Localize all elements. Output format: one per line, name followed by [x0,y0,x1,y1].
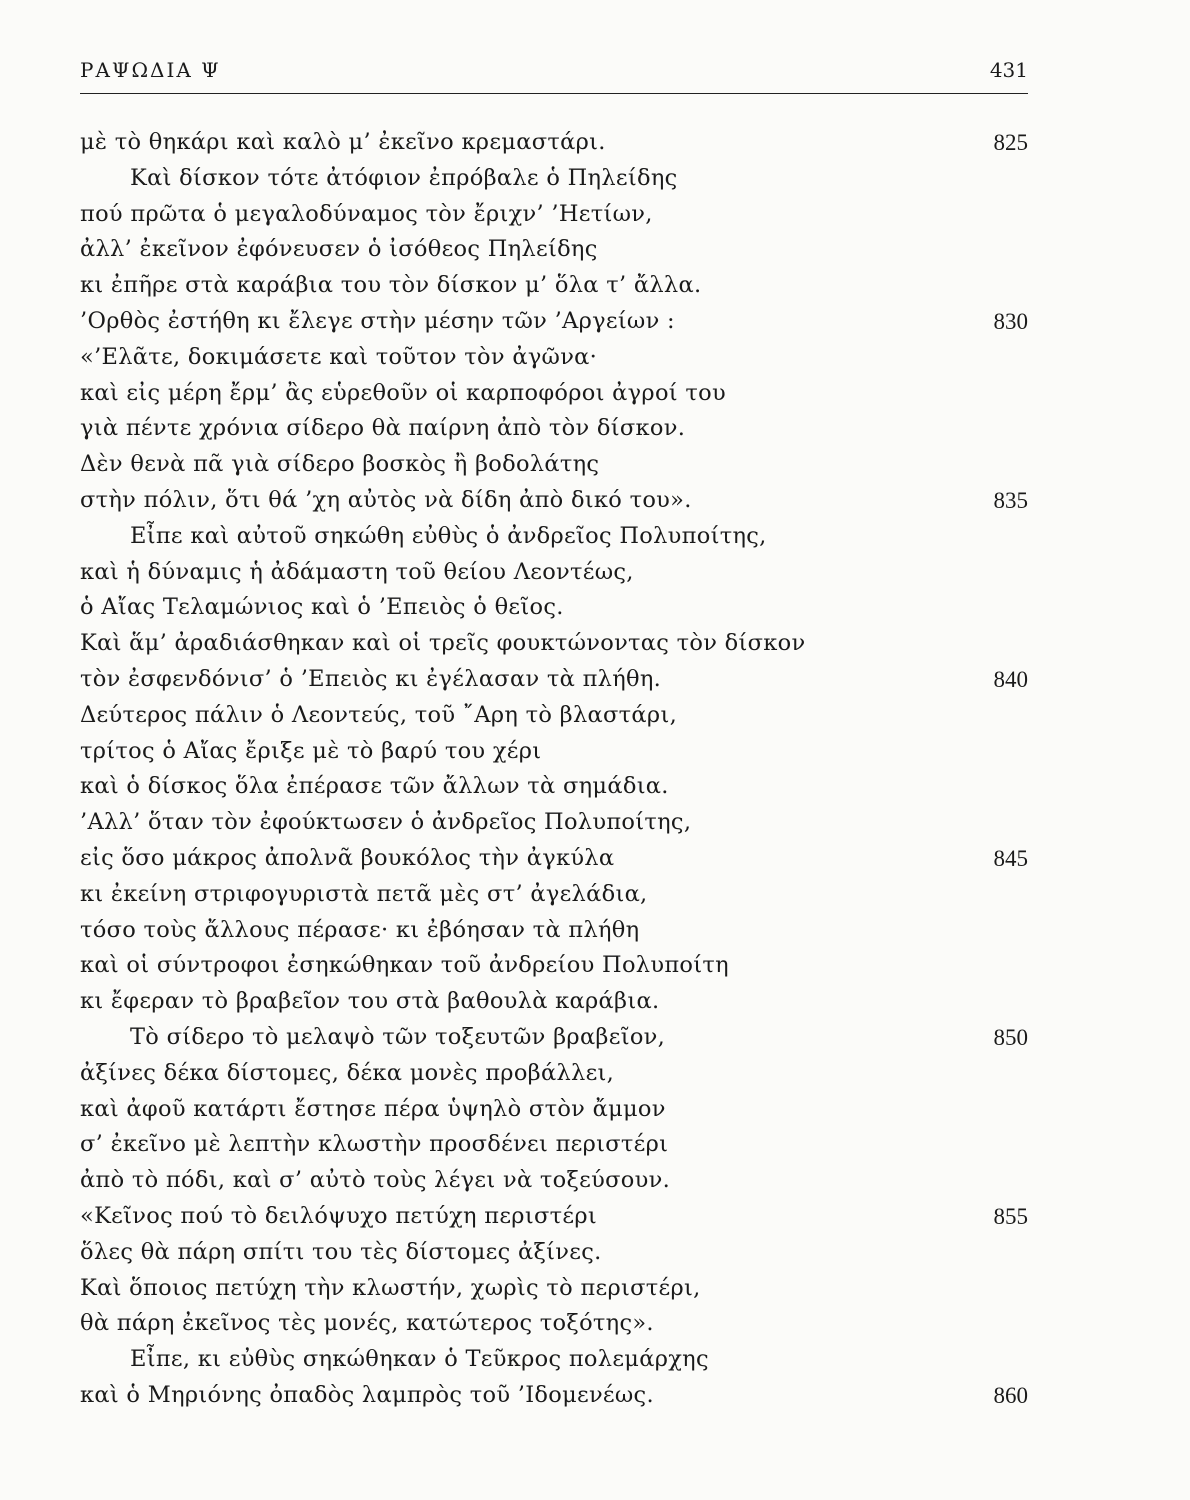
verse-line [0,662,1190,698]
verse-line [0,340,1190,376]
verse-line [0,197,1190,233]
verse-line [0,1306,1190,1342]
verse-text: Εἶπε, κι εὐθὺς σηκώθηκαν ὁ Τεῦκρος πολεμάρχης [130,1346,709,1373]
verse-line [0,1199,1190,1235]
verse-line [0,125,1190,161]
header-rule [80,93,1028,94]
verse-text: καὶ ὁ Μηριόνης ὀπαδὸς λαμπρὸς τοῦ ’Ιδομενέως. [80,1381,654,1408]
verse-text: Καὶ δίσκον τότε ἀτόφιον ἐπρόβαλε ὁ Πηλείδης [130,164,678,191]
verse-line [0,841,1190,877]
line-number: 855 [993,1203,1028,1229]
line-number: 860 [993,1382,1028,1408]
verse-line [0,161,1190,197]
verse-line [0,1378,1190,1414]
verse-line [0,1163,1190,1199]
verse-text: ἀπὸ τὸ πόδι, καὶ σ’ αὐτὸ τοὺς λέγει νὰ τοξεύσουν. [80,1167,671,1194]
verse-line [0,1056,1190,1092]
verse-text: καὶ ὁ δίσκος ὅλα ἐπέρασε τῶν ἄλλων τὰ σημάδια. [80,773,669,800]
verse-text: Δεύτερος πάλιν ὁ Λεοντεύς, τοῦ ῎Αρη τὸ βλαστάρι, [80,701,678,728]
verse-text: ὁ Αἴας Τελαμώνιος καὶ ὁ ’Επειὸς ὁ θεῖος. [80,594,564,621]
verse-text: Τὸ σίδερο τὸ μελαψὸ τῶν τοξευτῶν βραβεῖον, [130,1023,666,1050]
verse-text: ’Ορθὸς ἐστήθη κι ἔλεγε στὴν μέσην τῶν ’Αργείων : [80,307,675,334]
chapter-title: ΡΑΨΩΔΙΑ Ψ [80,58,221,82]
verse-line [0,1020,1190,1056]
verse-line [0,1235,1190,1271]
verse-line [0,232,1190,268]
verse-text: πού πρῶτα ὁ μεγαλοδύναμος τὸν ἔριχν’ ’Ηετίων, [80,200,653,227]
page-number: 431 [989,58,1028,82]
verse-text: καὶ ἡ δύναμις ἡ ἀδάμαστη τοῦ θείου Λεοντέως, [80,558,634,585]
verse-line [0,626,1190,662]
running-header [80,58,1028,88]
verse-line [0,304,1190,340]
verse-text: καὶ οἱ σύντροφοι ἐσηκώθηκαν τοῦ ἀνδρείου Πολυποίτη [80,952,729,979]
verse-line [0,411,1190,447]
verse-line [0,1342,1190,1378]
verse-text: κι ἔφεραν τὸ βραβεῖον του στὰ βαθουλὰ καράβια. [80,988,660,1015]
verse-block [0,125,1190,1414]
verse-line [0,1127,1190,1163]
verse-text: Δὲν θενὰ πᾶ γιὰ σίδερο βοσκὸς ἢ βοδολάτης [80,451,600,478]
verse-text: τὸν ἐσφενδόνισ’ ὁ ’Επειὸς κι ἐγέλασαν τὰ πλήθη. [80,665,662,692]
verse-text: εἰς ὅσο μάκρος ἀπολνᾶ βουκόλος τὴν ἀγκύλα [80,844,615,871]
verse-text: Εἶπε καὶ αὐτοῦ σηκώθη εὐθὺς ὁ ἀνδρεῖος Πολυποίτης, [130,522,767,549]
verse-text: τρίτος ὁ Αἴας ἔριξε μὲ τὸ βαρύ του χέρι [80,737,542,764]
line-number: 850 [993,1024,1028,1050]
verse-line [0,948,1190,984]
verse-line [0,805,1190,841]
verse-text: καὶ εἰς μέρη ἔρμ’ ἂς εὑρεθοῦν οἱ καρποφόροι ἀγροί του [80,379,726,406]
verse-text: ’Αλλ’ ὅταν τὸν ἐφούκτωσεν ὁ ἀνδρεῖος Πολυποίτης, [80,809,692,836]
verse-text: ἀξίνες δέκα δίστομες, δέκα μονὲς προβάλλει, [80,1059,615,1086]
verse-text: Καὶ ἅμ’ ἀραδιάσθηκαν καὶ οἱ τρεῖς φουκτώνοντας τὸν δίσκον [80,630,806,657]
verse-text: Καὶ ὅποιος πετύχη τὴν κλωστήν, χωρὶς τὸ περιστέρι, [80,1274,701,1301]
verse-text: «Κεῖνος πού τὸ δειλόψυχο πετύχη περιστέρι [80,1202,597,1229]
verse-line [0,1092,1190,1128]
verse-line [0,519,1190,555]
verse-text: ἀλλ’ ἐκεῖνον ἐφόνευσεν ὁ ἰσόθεος Πηλείδης [80,236,598,263]
verse-line [0,376,1190,412]
verse-text: τόσο τοὺς ἄλλους πέρασε· κι ἐβόησαν τὰ πλήθη [80,916,640,943]
verse-line [0,268,1190,304]
verse-text: στὴν πόλιν, ὅτι θά ’χη αὐτὸς νὰ δίδη ἀπὸ δικό του». [80,486,692,513]
verse-text: θὰ πάρη ἐκεῖνος τὲς μονές, κατώτερος τοξότης». [80,1310,654,1337]
line-number: 825 [993,130,1028,155]
line-number: 840 [993,666,1028,692]
verse-line [0,984,1190,1020]
verse-line [0,913,1190,949]
verse-line [0,698,1190,734]
verse-text: καὶ ἀφοῦ κατάρτι ἔστησε πέρα ὑψηλὸ στὸν ἄμμον [80,1095,666,1122]
verse-text: σ’ ἐκεῖνο μὲ λεπτὴν κλωστὴν προσδένει περιστέρι [80,1131,669,1158]
verse-line [0,447,1190,483]
line-number: 845 [993,845,1028,871]
verse-line [0,769,1190,805]
line-number: 835 [993,487,1028,513]
verse-line [0,483,1190,519]
verse-line [0,877,1190,913]
verse-line [0,734,1190,770]
line-number: 830 [993,308,1028,334]
verse-line [0,1271,1190,1307]
verse-line [0,590,1190,626]
verse-text: «’Ελᾶτε, δοκιμάσετε καὶ τοῦτον τὸν ἀγῶνα· [80,343,598,370]
verse-text: μὲ τὸ θηκάρι καὶ καλὸ μ’ ἐκεῖνο κρεμαστάρι. [80,129,606,155]
verse-text: κι ἐπῆρε στὰ καράβια του τὸν δίσκον μ’ ὅλα τ’ ἄλλα. [80,272,702,299]
verse-text: ὅλες θὰ πάρη σπίτι του τὲς δίστομες ἀξίνες. [80,1238,602,1265]
verse-text: κι ἐκείνη στριφογυριστὰ πετᾶ μὲς στ’ ἀγελάδια, [80,880,648,907]
verse-line [0,555,1190,591]
verse-text: γιὰ πέντε χρόνια σίδερο θὰ παίρνη ἀπὸ τὸν δίσκον. [80,415,686,442]
